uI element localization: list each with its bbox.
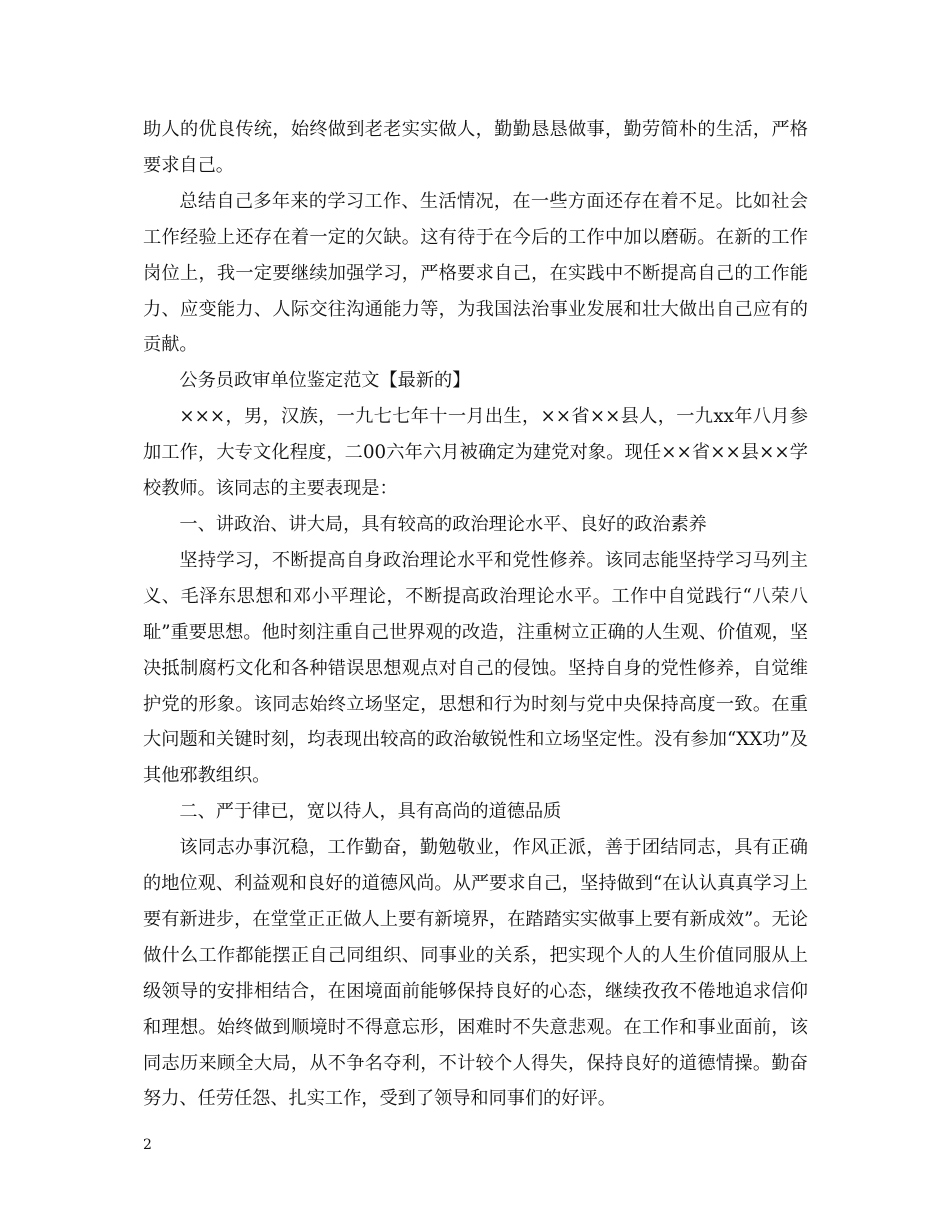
heading-moral-quality: 二、严于律已，宽以待人，具有高尚的道德品质 <box>179 801 562 823</box>
paragraph-political-study: 坚持学习，不断提高自身政治理论水平和党性修养。该同志能坚持学习马列主义、毛泽东思想和邓小平理论，不断提高政治理论水平。工作中自觉践行“八荣八耻”重要思想。他时刻注重自己世界观的改造，注重树立正确的人生观、价值观，坚决抵制腐朽文化和各种错误思想观点对自己的侵蚀。坚持自身的党性修养，自觉维护党的形象。该同志始终立场坚定，思想和行为时刻与党中央保持高度一致。在重大问题和关键时刻，均表现出较高的政治敏锐性和立场坚定性。没有参加“XX功”及其他邪教组织。 <box>143 549 808 787</box>
paragraph-continuation: 助人的优良传统，始终做到老老实实做人，勤勤恳恳做事，勤劳简朴的生活，严格要求自己。 <box>143 119 808 176</box>
page-number: 2 <box>143 1137 152 1153</box>
document-body <box>143 112 808 1117</box>
paragraph-self-summary: 总结自己多年来的学习工作、生活情况，在一些方面还存在着不足。比如社会工作经验上还存在着一定的欠缺。这有待于在今后的工作中加以磨砺。在新的工作岗位上，我一定要继续加强学习，严格要求自己，在实践中不断提高自己的工作能力、应变能力、人际交往沟通能力等，为我国法治事业发展和壮大做出自己应有的贡献。 <box>143 190 808 356</box>
section-title: 公务员政审单位鉴定范文【最新的】 <box>179 370 471 392</box>
heading-political-quality: 一、讲政治、讲大局，具有较高的政治理论水平、良好的政治素养 <box>179 513 707 535</box>
paragraph-moral-conduct: 该同志办事沉稳，工作勤奋，勤勉敬业，作风正派，善于团结同志，具有正确的地位观、利益观和良好的道德风尚。从严要求自己，坚持做到“在认认真真学习上要有新进步，在堂堂正正做人上要有新境界，在踏踏实实做事上要有新成效”。无论做什么工作都能摆正自己同组织、同事业的关系，把实现个人的人生价值同服从上级领导的安排相结合，在困境面前能够保持良好的心态，继续孜孜不倦地追求信仰和理想。始终做到顺境时不得意忘形，困难时不失意悲观。在工作和事业面前，该同志历来顾全大局，从不争名夺利，不计较个人得失，保持良好的道德情操。勤奋努力、任劳任怨、扎实工作，受到了领导和同事们的好评。 <box>143 837 808 1110</box>
paragraph-personal-info: ×××，男，汉族，一九七七年十一月出生，××省××县人，一九xx年八月参加工作，大专文化程度，二00六年六月被确定为建党对象。现任××省××县××学校教师。该同志的主要表现是： <box>143 406 808 500</box>
